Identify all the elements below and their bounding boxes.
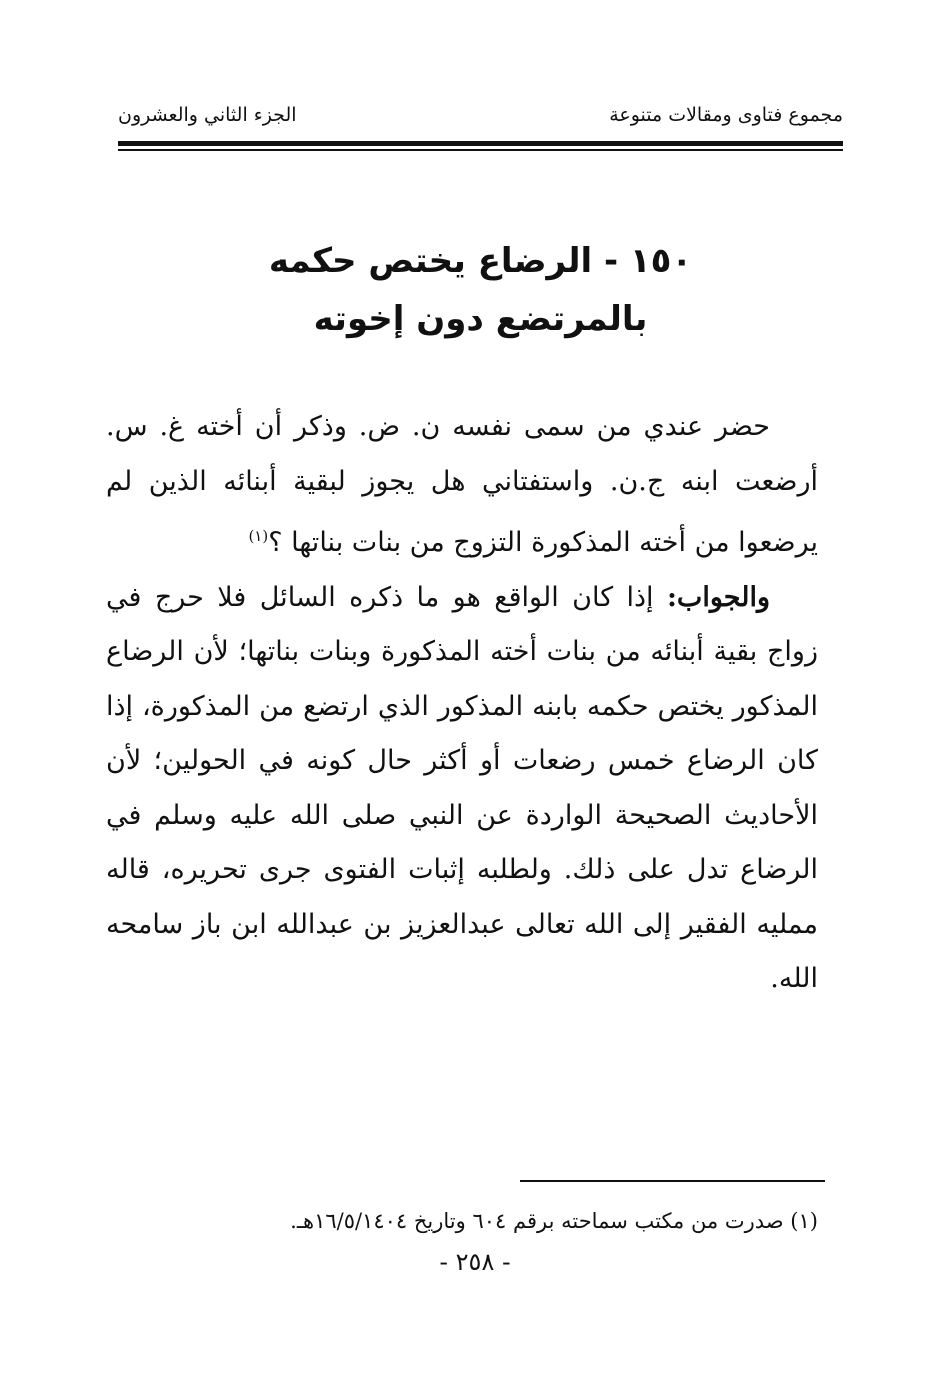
running-header xyxy=(118,100,843,140)
footnote-separator xyxy=(520,1180,825,1182)
question-text: حضر عندي من سمى نفسه ن. ض. وذكر أن أخته غ. س. أرضعت ابنه ج.ن. واستفتاني هل يجوز لبقية أبنائه الذين لم يرضعوا من أخته المذكورة التزوج من بنات بناتها ؟ xyxy=(106,411,818,558)
article-title xyxy=(118,232,843,348)
header-rule-thin xyxy=(118,149,843,151)
article-title-line-1: ١٥٠ - الرضاع يختص حكمه xyxy=(268,241,693,281)
book-title: مجموع فتاوى ومقالات متنوعة xyxy=(609,104,843,126)
article-body xyxy=(106,400,818,1007)
answer-label: والجواب: xyxy=(666,581,770,613)
article-title-line-2: بالمرتضع دون إخوته xyxy=(313,299,648,339)
volume-label: الجزء الثاني والعشرون xyxy=(118,104,297,126)
header-rule-thick xyxy=(118,141,843,146)
page-number: - ٢٥٨ - xyxy=(439,1248,511,1276)
answer-paragraph xyxy=(106,571,818,1007)
answer-text: إذا كان الواقع هو ما ذكره السائل فلا حرج في زواج بقية أبنائه من بنات أخته المذكورة وبنات بناتها؛ لأن الرضاع المذكور يختص حكمه بابنه المذكور الذي ارتضع من المذكورة، إذا كان الرضاع خمس رضعات أو أكثر حال كونه في الحولين؛ لأن الأحاديث الصحيحة الواردة عن النبي صلى الله عليه وسلم في الرضاع تدل على ذلك. ولطلبه إثبات الفتوى جرى تحريره، قاله ممليه الفقير إلى الله تعالى عبدالعزيز بن عبدالله ابن باز سامحه الله. xyxy=(106,581,818,994)
footnote-reference: (١) xyxy=(248,527,269,545)
footnote: (١) صدرت من مكتب سماحته برقم ٦٠٤ وتاريخ ١٦/٥/١٤٠٤هـ. xyxy=(290,1209,818,1233)
question-paragraph xyxy=(106,400,818,571)
